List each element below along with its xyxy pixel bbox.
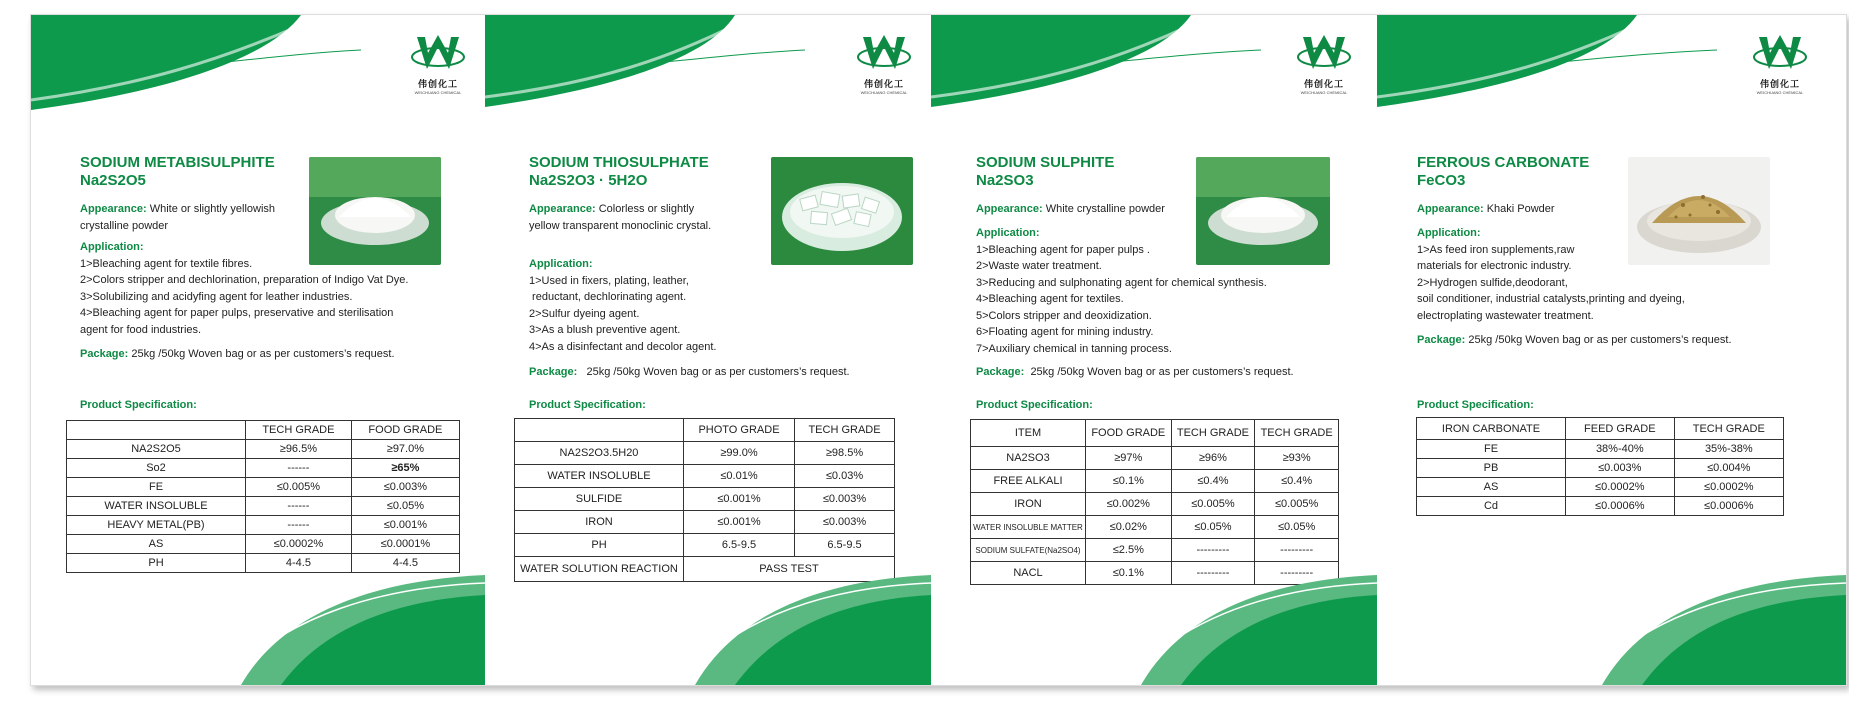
table-cell bbox=[515, 419, 684, 442]
table-row bbox=[515, 465, 895, 488]
table-cell: FOOD GRADE bbox=[351, 421, 459, 440]
application-line: 2>Waste water treatment. bbox=[976, 260, 1102, 272]
table-cell: TECH GRADE bbox=[795, 419, 895, 442]
table-row bbox=[1417, 440, 1784, 459]
table-cell: IRON bbox=[971, 493, 1086, 516]
table-row bbox=[67, 478, 460, 497]
application-block bbox=[1417, 225, 1837, 324]
table-cell: FEED GRADE bbox=[1566, 418, 1675, 440]
product-name: SODIUM SULPHITE bbox=[976, 154, 1115, 171]
table-cell: So2 bbox=[67, 459, 246, 478]
table-cell: ≤0.001% bbox=[351, 516, 459, 535]
table-cell: ≥97.0% bbox=[351, 440, 459, 459]
table-cell: ≤0.005% bbox=[1171, 493, 1255, 516]
table-cell: 4-4.5 bbox=[351, 554, 459, 573]
table-cell: ≤0.0002% bbox=[246, 535, 352, 554]
appearance-line: crystalline powder bbox=[80, 219, 169, 232]
spec-title: Product Specification: bbox=[1417, 399, 1534, 411]
company-logo bbox=[849, 33, 919, 95]
table-row bbox=[67, 440, 460, 459]
application-block bbox=[80, 239, 480, 338]
table-cell: ≤0.001% bbox=[684, 511, 795, 534]
application-line: electroplating wastewater treatment. bbox=[1417, 309, 1594, 322]
table-row bbox=[515, 488, 895, 511]
product-name: SODIUM METABISULPHITE bbox=[80, 154, 275, 171]
table-cell: ≤0.0006% bbox=[1674, 497, 1783, 516]
product-panel-sodium-metabisulphite bbox=[31, 15, 485, 685]
table-row bbox=[1417, 478, 1784, 497]
package-text: 25kg /50kg Woven bag or as per customers’s request. bbox=[1468, 334, 1732, 346]
table-cell: ≤0.05% bbox=[1171, 516, 1255, 539]
package-label: Package: bbox=[976, 366, 1025, 378]
table-cell: --------- bbox=[1255, 562, 1339, 585]
table-cell: ITEM bbox=[971, 420, 1086, 447]
application-line: 3>Reducing and sulphonating agent for chemical synthesis. bbox=[976, 276, 1267, 289]
application-line: 4>As a disinfectant and decolor agent. bbox=[529, 340, 717, 353]
appearance-label: Appearance: bbox=[80, 203, 147, 215]
table-cell: ≥99.0% bbox=[684, 442, 795, 465]
table-cell: --------- bbox=[1171, 562, 1255, 585]
table-row bbox=[67, 535, 460, 554]
table-cell: FOOD GRADE bbox=[1086, 420, 1172, 447]
table-cell: --------- bbox=[1255, 539, 1339, 562]
table-cell: ≤0.001% bbox=[684, 488, 795, 511]
logo-w-icon bbox=[857, 33, 911, 75]
table-cell: WATER INSOLUBLE MATTER bbox=[971, 516, 1086, 539]
table-cell: ≤0.005% bbox=[1255, 493, 1339, 516]
package-text: 25kg /50kg Woven bag or as per customers’s request. bbox=[1030, 366, 1294, 378]
appearance-line: yellow transparent monoclinic crystal. bbox=[529, 219, 712, 232]
table-cell: IRON CARBONATE bbox=[1417, 418, 1566, 440]
green-wave-footer bbox=[31, 575, 485, 685]
table-cell: WATER INSOLUBLE bbox=[515, 465, 684, 488]
spec-table bbox=[66, 420, 460, 573]
table-cell: PB bbox=[1417, 459, 1566, 478]
appearance-block bbox=[1417, 201, 1627, 218]
spec-title: Product Specification: bbox=[80, 399, 197, 411]
table-cell: ≤0.003% bbox=[795, 511, 895, 534]
application-line: soil conditioner, industrial catalysts,printing and dyeing, bbox=[1417, 293, 1685, 305]
table-cell: ≤0.003% bbox=[351, 478, 459, 497]
table-row bbox=[971, 493, 1339, 516]
table-cell: ≥98.5% bbox=[795, 442, 895, 465]
table-cell: ≤0.003% bbox=[795, 488, 895, 511]
product-formula: Na2SO3 bbox=[976, 172, 1034, 189]
table-cell: SULFIDE bbox=[515, 488, 684, 511]
product-panel-sodium-sulphite bbox=[931, 15, 1377, 685]
application-line: materials for electronic industry. bbox=[1417, 260, 1572, 272]
table-cell: NA2S2O3.5H20 bbox=[515, 442, 684, 465]
table-cell: HEAVY METAL(PB) bbox=[67, 516, 246, 535]
table-cell: FREE ALKALI bbox=[971, 470, 1086, 493]
logo-w-icon bbox=[1297, 33, 1351, 75]
package-text: 25kg /50kg Woven bag or as per customers’s request. bbox=[131, 348, 395, 360]
product-formula: FeCO3 bbox=[1417, 172, 1466, 189]
table-row bbox=[515, 511, 895, 534]
package-label: Package: bbox=[80, 348, 129, 360]
table-row bbox=[971, 516, 1339, 539]
appearance-block bbox=[80, 201, 310, 234]
table-cell: PASS TEST bbox=[684, 557, 895, 582]
table-cell: AS bbox=[67, 535, 246, 554]
application-label: Application: bbox=[1417, 227, 1481, 239]
brochure-sheet bbox=[30, 14, 1847, 686]
table-cell: TECH GRADE bbox=[1674, 418, 1783, 440]
table-cell: ≤0.0006% bbox=[1566, 497, 1675, 516]
logo-chinese-name: 伟创化工 bbox=[1759, 80, 1800, 90]
table-cell: ≤0.01% bbox=[684, 465, 795, 488]
table-cell: ≤0.0002% bbox=[1566, 478, 1675, 497]
package-text: 25kg /50kg Woven bag or as per customers’s request. bbox=[586, 366, 850, 378]
table-cell: 4-4.5 bbox=[246, 554, 352, 573]
package-line bbox=[976, 364, 1376, 381]
product-name: SODIUM THIOSULPHATE bbox=[529, 154, 709, 171]
table-row bbox=[67, 459, 460, 478]
logo-english-name: WEICHUANG CHEMICAL bbox=[1300, 90, 1348, 95]
application-line: 3>As a blush preventive agent. bbox=[529, 324, 681, 336]
table-cell: ≤2.5% bbox=[1086, 539, 1172, 562]
table-cell: 6.5-9.5 bbox=[684, 534, 795, 557]
table-cell: ------ bbox=[246, 516, 352, 535]
package-line bbox=[80, 346, 480, 363]
table-cell: NACL bbox=[971, 562, 1086, 585]
spec-table bbox=[514, 418, 895, 582]
green-wave-footer bbox=[485, 575, 931, 685]
package-label: Package: bbox=[1417, 334, 1466, 346]
table-cell: ≥97% bbox=[1086, 447, 1172, 470]
table-cell: NA2S2O5 bbox=[67, 440, 246, 459]
appearance-line: Colorless or slightly bbox=[598, 203, 695, 215]
product-panel-sodium-thiosulphate bbox=[485, 15, 931, 685]
spec-table bbox=[1416, 417, 1784, 516]
logo-w-icon bbox=[1753, 33, 1807, 75]
table-row bbox=[67, 516, 460, 535]
table-cell: SODIUM SULFATE(Na2SO4) bbox=[971, 539, 1086, 562]
table-cell: ≥96% bbox=[1171, 447, 1255, 470]
green-wave-footer bbox=[931, 575, 1377, 685]
table-header-row bbox=[971, 420, 1339, 447]
application-line: agent for food industries. bbox=[80, 323, 202, 336]
package-line bbox=[1417, 332, 1837, 349]
table-cell: AS bbox=[1417, 478, 1566, 497]
table-cell: 35%-38% bbox=[1674, 440, 1783, 459]
table-cell: ≥65% bbox=[351, 459, 459, 478]
application-line: 4>Bleaching agent for textiles. bbox=[976, 293, 1124, 305]
table-cell: ≥96.5% bbox=[246, 440, 352, 459]
application-line: 1>As feed iron supplements,raw bbox=[1417, 243, 1575, 256]
spec-table bbox=[970, 419, 1339, 585]
company-logo bbox=[1289, 33, 1359, 95]
application-block bbox=[529, 256, 909, 355]
table-row bbox=[67, 497, 460, 516]
application-label: Application: bbox=[529, 258, 593, 270]
table-cell: IRON bbox=[515, 511, 684, 534]
application-block bbox=[976, 225, 1366, 357]
application-line: 2>Hydrogen sulfide,deodorant, bbox=[1417, 276, 1568, 289]
table-cell: PHOTO GRADE bbox=[684, 419, 795, 442]
company-logo bbox=[403, 33, 473, 95]
table-cell: ≤0.4% bbox=[1255, 470, 1339, 493]
application-line: 4>Bleaching agent for paper pulps, preservative and sterilisation bbox=[80, 307, 394, 319]
application-line: 1>Bleaching agent for textile fibres. bbox=[80, 257, 253, 270]
application-line: 5>Colors stripper and deoxidization. bbox=[976, 309, 1152, 322]
application-line: 1>Used in fixers, plating, leather, bbox=[529, 274, 689, 287]
table-cell: NA2SO3 bbox=[971, 447, 1086, 470]
package-label: Package: bbox=[529, 366, 578, 378]
logo-chinese-name: 伟创化工 bbox=[863, 80, 904, 90]
table-row bbox=[67, 554, 460, 573]
table-cell: ------ bbox=[246, 459, 352, 478]
logo-english-name: WEICHUANG CHEMICAL bbox=[414, 90, 462, 95]
application-line: 3>Solubilizing and acidyfing agent for leather industries. bbox=[80, 290, 353, 303]
table-cell: ≤0.005% bbox=[246, 478, 352, 497]
table-cell: ≤0.4% bbox=[1171, 470, 1255, 493]
product-title bbox=[976, 154, 1114, 190]
product-photo bbox=[771, 157, 913, 265]
application-label: Application: bbox=[80, 241, 144, 253]
table-cell: PH bbox=[515, 534, 684, 557]
appearance-block bbox=[529, 201, 769, 234]
appearance-label: Appearance: bbox=[529, 203, 596, 215]
spec-title: Product Specification: bbox=[529, 399, 646, 411]
table-cell: TECH GRADE bbox=[246, 421, 352, 440]
table-row bbox=[515, 534, 895, 557]
table-cell: ≤0.05% bbox=[1255, 516, 1339, 539]
table-cell: 38%-40% bbox=[1566, 440, 1675, 459]
application-line: 2>Colors stripper and dechlorination, preparation of Indigo Vat Dye. bbox=[80, 274, 409, 286]
appearance-label: Appearance: bbox=[976, 203, 1043, 215]
table-cell: 6.5-9.5 bbox=[795, 534, 895, 557]
product-title bbox=[1417, 154, 1589, 190]
table-cell: ≤0.02% bbox=[1086, 516, 1172, 539]
logo-english-name: WEICHUANG CHEMICAL bbox=[1756, 90, 1804, 95]
table-header-row bbox=[515, 419, 895, 442]
table-cell: ≥93% bbox=[1255, 447, 1339, 470]
table-header-row bbox=[1417, 418, 1784, 440]
table-cell: FE bbox=[1417, 440, 1566, 459]
table-cell: ≤0.0002% bbox=[1674, 478, 1783, 497]
logo-w-icon bbox=[411, 33, 465, 75]
table-cell bbox=[67, 421, 246, 440]
table-cell: ≤0.05% bbox=[351, 497, 459, 516]
table-cell: ≤0.03% bbox=[795, 465, 895, 488]
table-row bbox=[971, 539, 1339, 562]
appearance-label: Appearance: bbox=[1417, 203, 1484, 215]
application-line: reductant, dechlorinating agent. bbox=[529, 291, 687, 303]
table-cell: ≤0.1% bbox=[1086, 562, 1172, 585]
product-panel-ferrous-carbonate bbox=[1377, 15, 1846, 685]
logo-chinese-name: 伟创化工 bbox=[417, 80, 458, 90]
table-row bbox=[515, 442, 895, 465]
table-cell: ≤0.004% bbox=[1674, 459, 1783, 478]
product-formula: Na2S2O5 bbox=[80, 172, 146, 189]
table-cell: PH bbox=[67, 554, 246, 573]
table-cell: Cd bbox=[1417, 497, 1566, 516]
appearance-line: White crystalline powder bbox=[1045, 203, 1165, 215]
appearance-line: Khaki Powder bbox=[1486, 203, 1555, 215]
table-cell: --------- bbox=[1171, 539, 1255, 562]
spec-title: Product Specification: bbox=[976, 399, 1093, 411]
package-line bbox=[529, 364, 929, 381]
table-cell: ≤0.002% bbox=[1086, 493, 1172, 516]
table-row bbox=[971, 447, 1339, 470]
table-row bbox=[971, 470, 1339, 493]
table-header-row bbox=[67, 421, 460, 440]
table-cell: ≤0.003% bbox=[1566, 459, 1675, 478]
product-name: FERROUS CARBONATE bbox=[1417, 154, 1590, 171]
appearance-block bbox=[976, 201, 1206, 218]
table-cell: ≤0.0001% bbox=[351, 535, 459, 554]
table-row bbox=[1417, 497, 1784, 516]
table-cell: WATER SOLUTION REACTION bbox=[515, 557, 684, 582]
application-line: 2>Sulfur dyeing agent. bbox=[529, 307, 640, 320]
table-cell: ≤0.1% bbox=[1086, 470, 1172, 493]
product-title bbox=[529, 154, 709, 190]
application-line: 6>Floating agent for mining industry. bbox=[976, 326, 1154, 338]
application-label: Application: bbox=[976, 227, 1040, 239]
table-row bbox=[1417, 459, 1784, 478]
logo-chinese-name: 伟创化工 bbox=[1303, 80, 1344, 90]
green-wave-footer bbox=[1377, 575, 1846, 685]
table-cell: ------ bbox=[246, 497, 352, 516]
appearance-line: White or slightly yellowish bbox=[149, 203, 276, 215]
table-cell: FE bbox=[67, 478, 246, 497]
application-line: 1>Bleaching agent for paper pulps . bbox=[976, 243, 1150, 256]
table-cell: TECH GRADE bbox=[1255, 420, 1339, 447]
product-title bbox=[80, 154, 275, 190]
logo-english-name: WEICHUANG CHEMICAL bbox=[860, 90, 908, 95]
table-cell: WATER INSOLUBLE bbox=[67, 497, 246, 516]
product-formula: Na2S2O3 · 5H2O bbox=[529, 172, 648, 189]
company-logo bbox=[1745, 33, 1815, 95]
application-line: 7>Auxiliary chemical in tanning process. bbox=[976, 342, 1172, 355]
table-cell: TECH GRADE bbox=[1171, 420, 1255, 447]
